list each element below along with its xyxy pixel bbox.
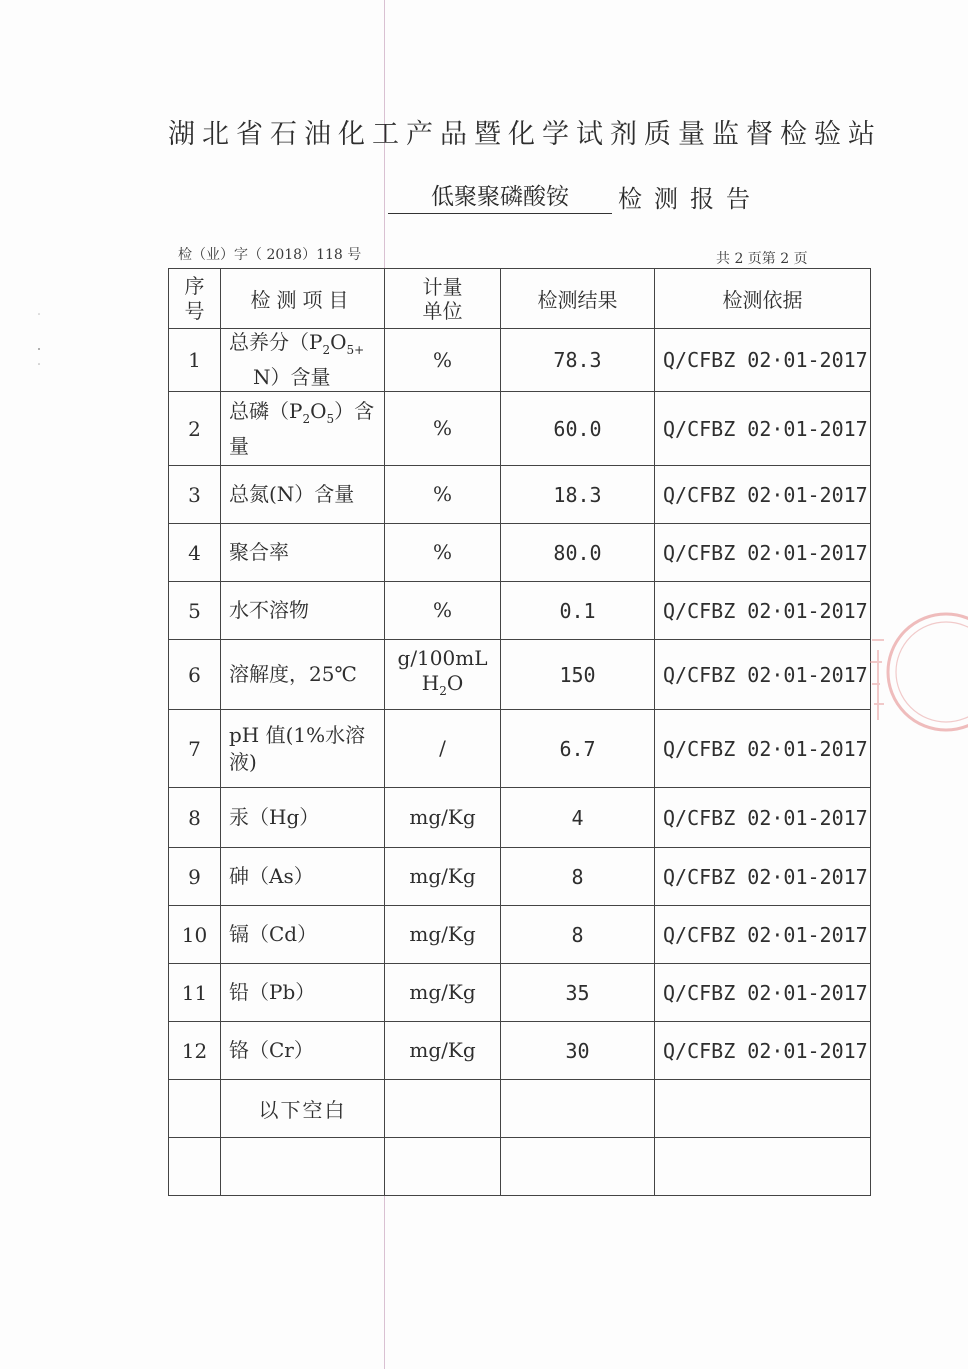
cell-result: 6.7 — [501, 710, 655, 788]
cell-item: 镉（Cd） — [221, 906, 385, 964]
report-title: 检测报告 — [618, 185, 762, 213]
cell-unit: % — [385, 329, 501, 392]
product-name: 低聚聚磷酸铵 — [388, 178, 612, 214]
cell-basis: Q/CFBZ 02·01-2017 — [655, 582, 871, 640]
cell-unit: mg/Kg — [385, 964, 501, 1022]
cell-basis: Q/CFBZ 02·01-2017 — [655, 524, 871, 582]
cell-result: 4 — [501, 788, 655, 848]
cell-item: pH 值(1%水溶液) — [221, 710, 385, 788]
cell-empty — [655, 1138, 871, 1196]
cell-unit: mg/Kg — [385, 906, 501, 964]
document-number: 检（业）字（ 2018）118 号 — [178, 247, 362, 263]
table-row — [169, 964, 871, 1022]
cell-basis: Q/CFBZ 02·01-2017 — [655, 392, 871, 466]
cell-unit: mg/Kg — [385, 1022, 501, 1080]
table-row — [169, 466, 871, 524]
table-header-row — [169, 269, 871, 329]
header-item: 检测项目 — [221, 269, 385, 329]
cell-basis: Q/CFBZ 02·01-2017 — [655, 964, 871, 1022]
cell-empty — [385, 1080, 501, 1138]
table-row — [169, 392, 871, 466]
cell-basis: Q/CFBZ 02·01-2017 — [655, 1022, 871, 1080]
table-row — [169, 906, 871, 964]
station-title: 湖北省石油化工产品暨化学试剂质量监督检验站 — [168, 119, 882, 150]
cell-unit: % — [385, 582, 501, 640]
cell-seq: 9 — [169, 848, 221, 906]
cell-result: 150 — [501, 640, 655, 710]
cell-unit: % — [385, 524, 501, 582]
cell-unit: % — [385, 466, 501, 524]
cell-unit: / — [385, 710, 501, 788]
cell-seq: 4 — [169, 524, 221, 582]
cell-basis: Q/CFBZ 02·01-2017 — [655, 640, 871, 710]
cell-empty — [501, 1080, 655, 1138]
cell-seq: 2 — [169, 392, 221, 466]
cell-result: 30 — [501, 1022, 655, 1080]
cell-empty — [501, 1138, 655, 1196]
cell-unit: mg/Kg — [385, 788, 501, 848]
blank-note: 以下空白 — [221, 1080, 385, 1138]
cell-seq: 11 — [169, 964, 221, 1022]
cell-result: 18.3 — [501, 466, 655, 524]
cell-item: 溶解度，25℃ — [221, 640, 385, 710]
cell-result: 0.1 — [501, 582, 655, 640]
cell-basis: Q/CFBZ 02·01-2017 — [655, 848, 871, 906]
cell-item: 水不溶物 — [221, 582, 385, 640]
cell-item: 铬（Cr） — [221, 1022, 385, 1080]
table-row — [169, 329, 871, 392]
cell-result: 78.3 — [501, 329, 655, 392]
header-basis: 检测依据 — [655, 269, 871, 329]
cell-basis: Q/CFBZ 02·01-2017 — [655, 466, 871, 524]
cell-basis: Q/CFBZ 02·01-2017 — [655, 788, 871, 848]
cell-seq: 10 — [169, 906, 221, 964]
cell-item: 汞（Hg） — [221, 788, 385, 848]
cell-result: 8 — [501, 906, 655, 964]
cell-seq: 1 — [169, 329, 221, 392]
cell-item: 砷（As） — [221, 848, 385, 906]
header-seq: 序 号 — [169, 269, 221, 329]
cell-empty — [169, 1138, 221, 1196]
table-row-blank-note — [169, 1080, 871, 1138]
table-row — [169, 582, 871, 640]
cell-empty — [385, 1138, 501, 1196]
table-row — [169, 848, 871, 906]
cell-basis: Q/CFBZ 02·01-2017 — [655, 906, 871, 964]
table-row — [169, 640, 871, 710]
page-count: 共 2 页第 2 页 — [716, 251, 808, 267]
cell-seq: 3 — [169, 466, 221, 524]
cell-basis: Q/CFBZ 02·01-2017 — [655, 710, 871, 788]
cell-unit: g/100mL $H_2O$ — [385, 640, 501, 710]
cell-item: 总磷$(P_2O_5)$含量 — [221, 392, 385, 466]
scan-artifact-dots — [36, 312, 42, 372]
cell-seq: 6 — [169, 640, 221, 710]
cell-result: 80.0 — [501, 524, 655, 582]
cell-seq: 5 — [169, 582, 221, 640]
cell-seq: 8 — [169, 788, 221, 848]
header-unit: 计量 单位 — [385, 269, 501, 329]
cell-empty — [221, 1138, 385, 1196]
cell-unit: mg/Kg — [385, 848, 501, 906]
cell-basis: Q/CFBZ 02·01-2017 — [655, 329, 871, 392]
cell-unit: % — [385, 392, 501, 466]
cell-seq: 7 — [169, 710, 221, 788]
cell-seq: 12 — [169, 1022, 221, 1080]
official-seal-icon — [850, 600, 968, 750]
table-row — [169, 788, 871, 848]
cell-item: 聚合率 — [221, 524, 385, 582]
table-row — [169, 524, 871, 582]
cell-result: 8 — [501, 848, 655, 906]
test-results-table — [168, 268, 871, 1196]
cell-item: 铅（Pb） — [221, 964, 385, 1022]
table-row-empty — [169, 1138, 871, 1196]
cell-item: 总氮(N）含量 — [221, 466, 385, 524]
cell-result: 35 — [501, 964, 655, 1022]
table-row — [169, 1022, 871, 1080]
cell-seq-empty — [169, 1080, 221, 1138]
report-title-line — [388, 178, 762, 214]
cell-empty — [655, 1080, 871, 1138]
cell-result: 60.0 — [501, 392, 655, 466]
cell-item: 总养分（$P_2O_{5+}$ N）含量 — [221, 329, 385, 392]
header-result: 检测结果 — [501, 269, 655, 329]
table-row — [169, 710, 871, 788]
